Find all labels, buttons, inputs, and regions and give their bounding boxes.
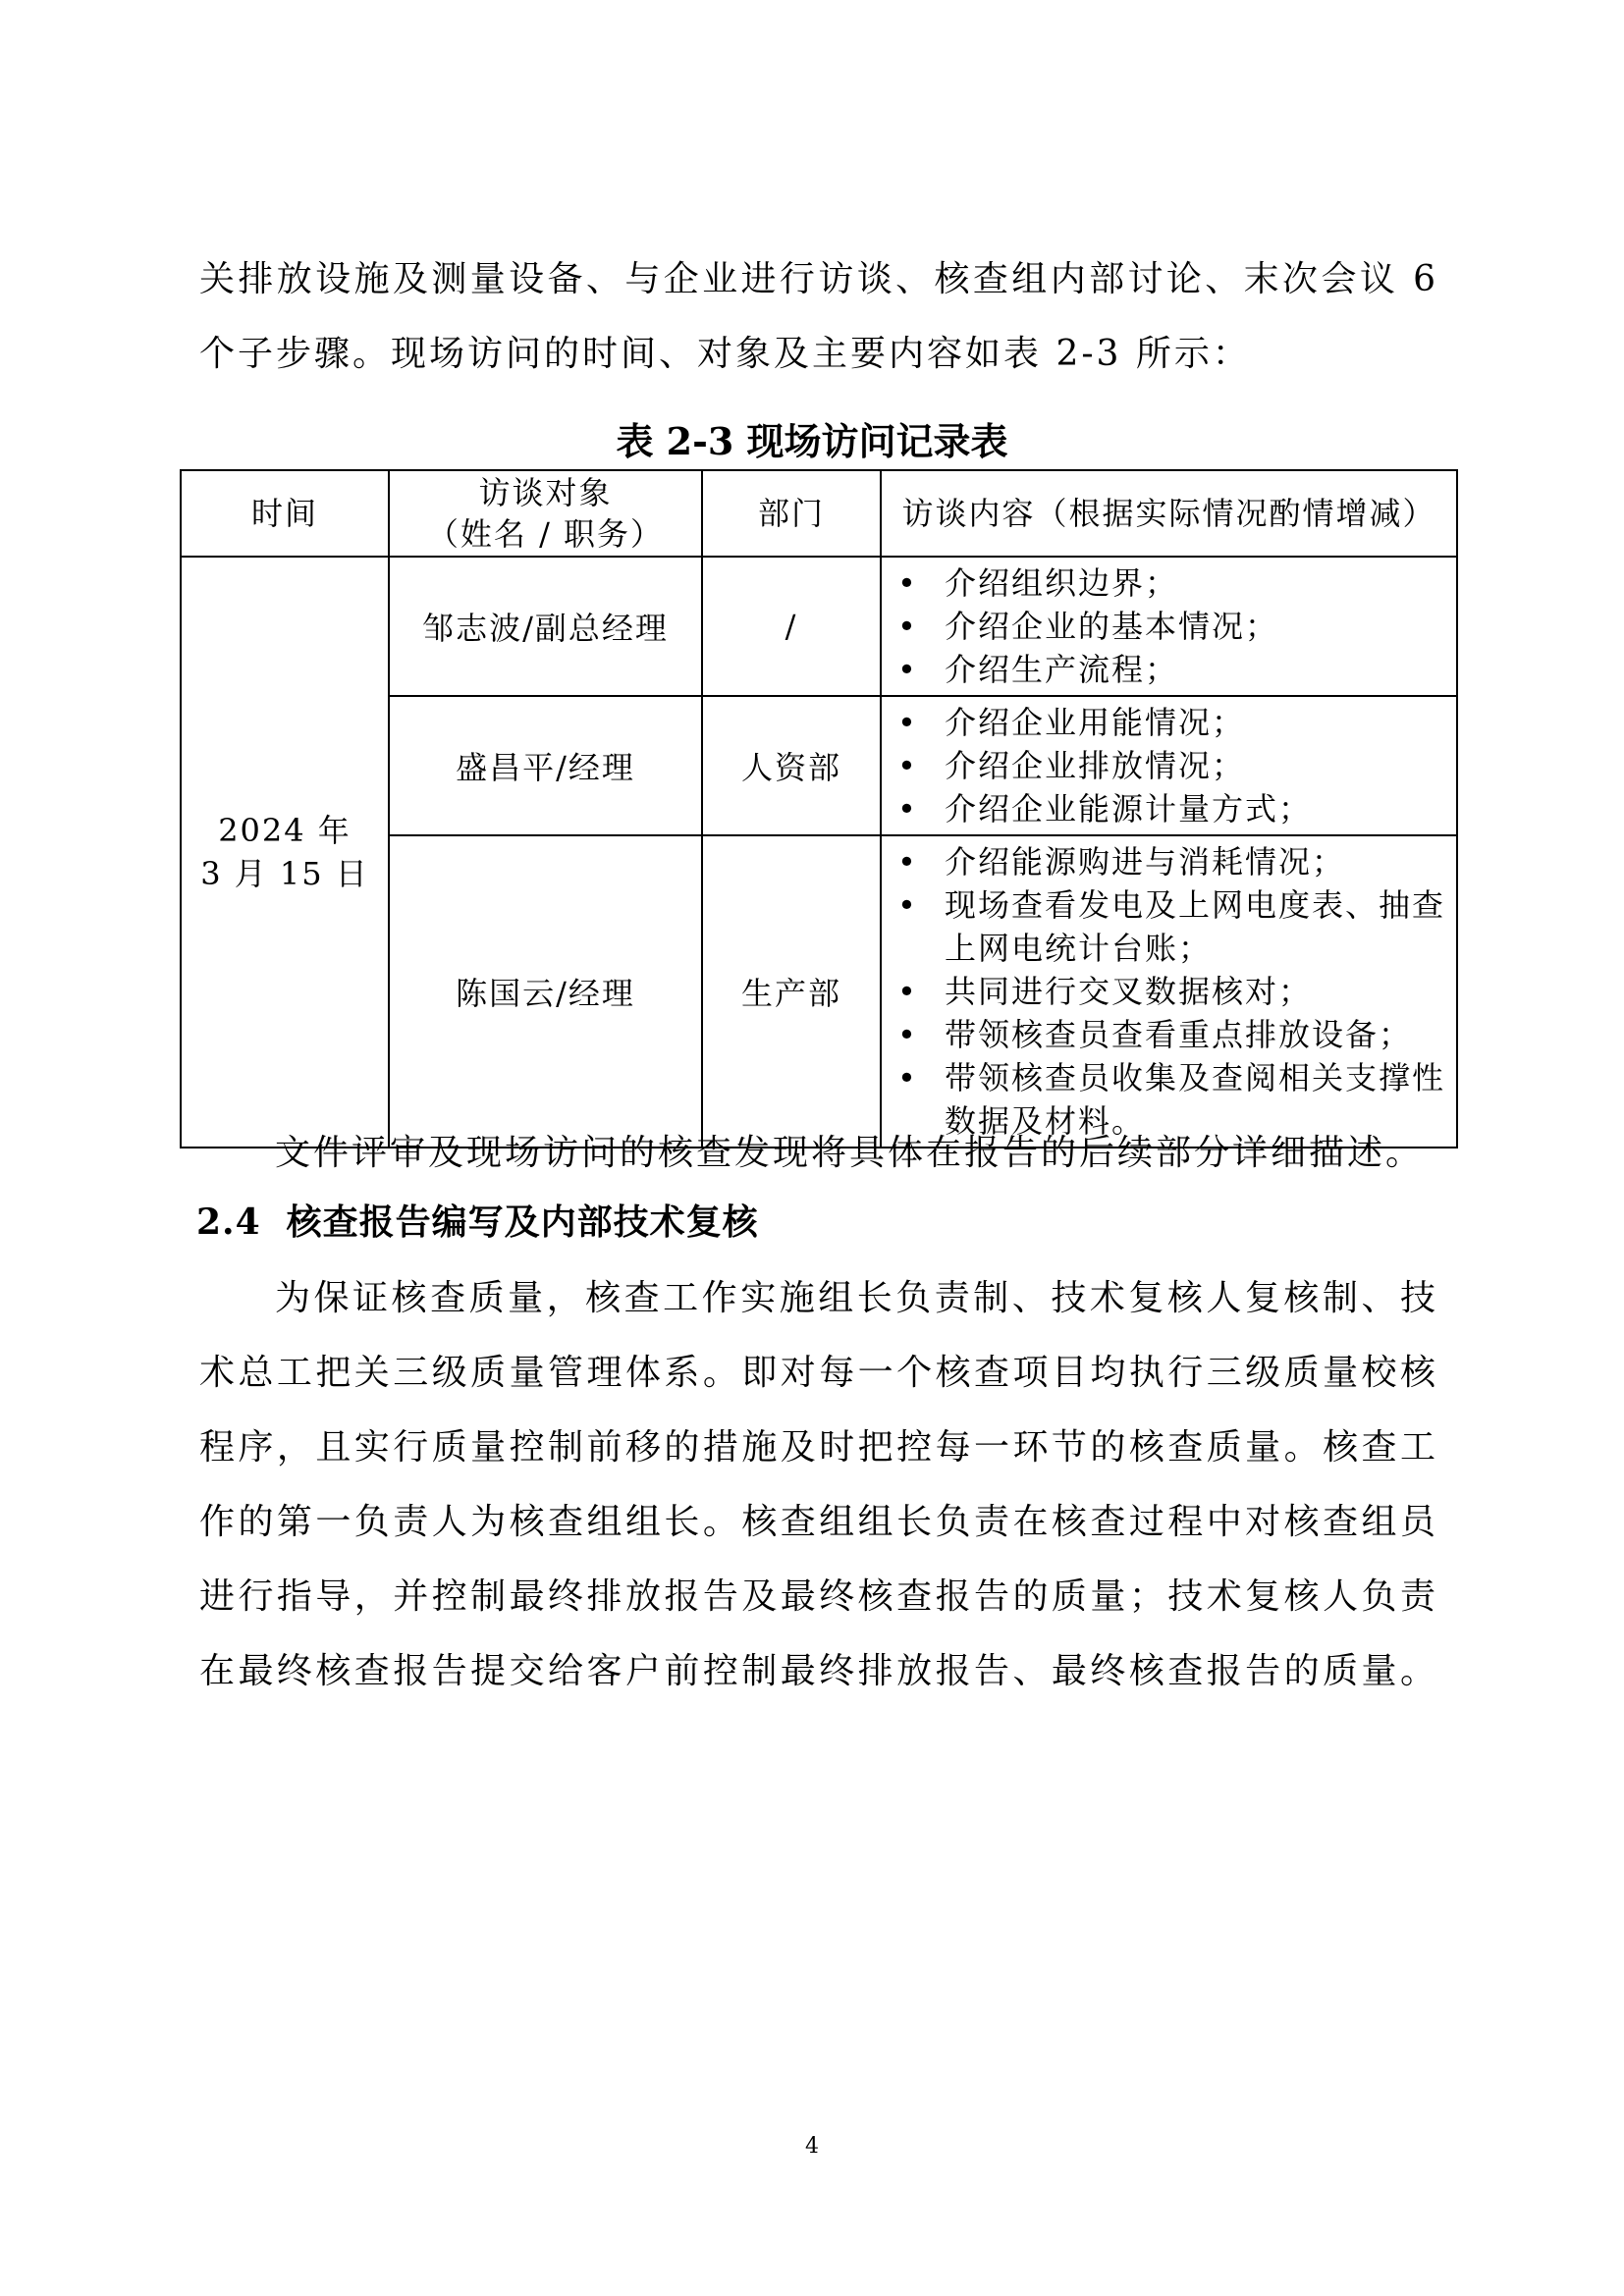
header-content: 访谈内容（根据实际情况酌情增减） xyxy=(881,470,1457,557)
body-line: 程序，且实行质量控制前移的措施及时把控每一环节的核查质量。核查工 xyxy=(199,1427,1438,1468)
table-row xyxy=(181,557,1457,696)
body-line: 作的第一负责人为核查组组长。核查组组长负责在核查过程中对核查组员 xyxy=(199,1502,1438,1542)
section-heading xyxy=(196,1193,759,1252)
header-department: 部门 xyxy=(702,470,881,557)
person-cell: 盛昌平/经理 xyxy=(389,696,702,835)
date-line-2: 3 月 15 日 xyxy=(200,855,369,892)
header-subject xyxy=(389,470,702,557)
content-cell xyxy=(881,557,1457,696)
content-list xyxy=(882,558,1456,695)
list-item xyxy=(882,1013,1450,1056)
list-item xyxy=(882,970,1450,1013)
list-item-text: 带领核查员收集及查阅相关支撑性数据及材料。 xyxy=(945,1059,1446,1140)
content-cell xyxy=(881,696,1457,835)
table-header-row xyxy=(181,470,1457,557)
list-item xyxy=(882,648,1450,691)
body-line: 术总工把关三级质量管理体系。即对每一个核查项目均执行三级质量校核 xyxy=(199,1353,1438,1393)
intro-line-2: 个子步骤。现场访问的时间、对象及主要内容如表 2-3 所示： xyxy=(199,334,1251,374)
page-number: 4 xyxy=(805,2134,819,2159)
bullet-icon: • xyxy=(897,886,918,924)
content-cell xyxy=(881,835,1457,1148)
after-table-paragraph: 文件评审及现场访问的核查发现将具体在报告的后续部分详细描述。 xyxy=(275,1133,1425,1173)
intro-line-1: 关排放设施及测量设备、与企业进行访谈、核查组内部讨论、末次会议 6 xyxy=(199,259,1438,299)
list-item-text: 介绍能源购进与消耗情况； xyxy=(945,843,1346,881)
list-item-text: 共同进行交叉数据核对； xyxy=(945,973,1313,1010)
section-title: 核查报告编写及内部技术复核 xyxy=(286,1201,759,1243)
bullet-icon: • xyxy=(897,608,918,645)
bullet-icon: • xyxy=(897,973,918,1010)
list-item-text: 介绍企业排放情况； xyxy=(945,747,1246,784)
table-caption: 表 2-3 现场访问记录表 xyxy=(616,419,1008,463)
list-item-text: 介绍生产流程； xyxy=(945,651,1179,688)
header-subject-line2: （姓名 / 职务） xyxy=(426,515,665,553)
bullet-icon: • xyxy=(897,1059,918,1096)
bullet-icon: • xyxy=(897,651,918,688)
department-cell: / xyxy=(702,557,881,696)
bullet-icon: • xyxy=(897,747,918,784)
list-item-text: 介绍组织边界； xyxy=(945,564,1179,602)
department-cell: 生产部 xyxy=(702,835,881,1148)
list-item xyxy=(882,840,1450,883)
header-time: 时间 xyxy=(181,470,389,557)
body-line: 进行指导，并控制最终排放报告及最终核查报告的质量；技术复核人负责 xyxy=(199,1576,1438,1617)
list-item xyxy=(882,787,1450,830)
bullet-icon: • xyxy=(897,843,918,881)
list-item xyxy=(882,561,1450,605)
list-item-text: 介绍企业的基本情况； xyxy=(945,608,1279,645)
list-item-text: 带领核查员查看重点排放设备； xyxy=(945,1016,1413,1053)
person-cell: 陈国云/经理 xyxy=(389,835,702,1148)
date-cell xyxy=(181,557,389,1148)
date-line-1: 2024 年 xyxy=(218,812,352,849)
list-item xyxy=(882,701,1450,744)
list-item xyxy=(882,605,1450,648)
visit-record-table xyxy=(180,469,1458,1148)
body-line: 为保证核查质量，核查工作实施组长负责制、技术复核人复核制、技 xyxy=(275,1278,1438,1318)
content-list xyxy=(882,836,1456,1147)
bullet-icon: • xyxy=(897,790,918,828)
header-subject-line1: 访谈对象 xyxy=(478,474,613,511)
list-item-text: 介绍企业能源计量方式； xyxy=(945,790,1313,828)
bullet-icon: • xyxy=(897,564,918,602)
bullet-icon: • xyxy=(897,704,918,741)
bullet-icon: • xyxy=(897,1016,918,1053)
list-item xyxy=(882,883,1450,970)
list-item-text: 现场查看发电及上网电度表、抽查上网电统计台账； xyxy=(945,886,1446,967)
section-number: 2.4 xyxy=(196,1201,261,1243)
list-item-text: 介绍企业用能情况； xyxy=(945,704,1246,741)
body-line: 在最终核查报告提交给客户前控制最终排放报告、最终核查报告的质量。 xyxy=(199,1651,1438,1691)
list-item xyxy=(882,744,1450,787)
person-cell: 邹志波/副总经理 xyxy=(389,557,702,696)
department-cell: 人资部 xyxy=(702,696,881,835)
content-list xyxy=(882,697,1456,834)
